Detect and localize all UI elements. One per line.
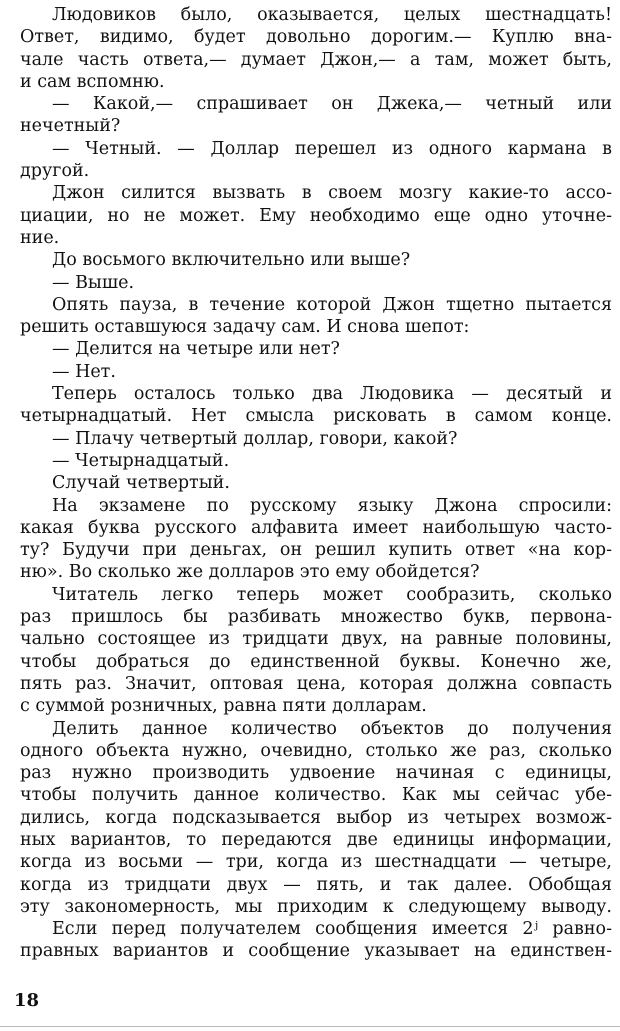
text-line: нечетный? <box>20 116 121 137</box>
text-line: — Какой,— спрашивает он Джека,— четный или <box>52 94 612 115</box>
text-line: Джон силится вызвать в своем мозгу какие-то ассо- <box>52 183 612 204</box>
text-line: одного объекта нужно, очевидно, столько же раз, сколько <box>20 740 612 761</box>
text-line: ню». Во сколько же долларов это ему обойдется? <box>20 562 480 583</box>
text-line: чтобы получить данное количество. Как мы сейчас убе- <box>20 785 612 806</box>
text-line: — Четный. — Доллар перешел из одного кармана в <box>52 138 612 159</box>
text-line: — Четырнадцатый. <box>52 450 230 471</box>
text-line: и сам вспомню. <box>20 71 165 92</box>
text-line: Случай четвертый. <box>52 473 230 494</box>
text-line: Опять пауза, в течение которой Джон тщетно пытается <box>52 294 612 315</box>
text-line: Ответ, видимо, будет довольно дорогим.— Куплю вна- <box>20 27 612 48</box>
page-number: 18 <box>14 990 40 1011</box>
text-line: дились, когда подсказывается выбор из четырех возмож- <box>20 807 612 828</box>
text-line: — Выше. <box>52 272 135 293</box>
text-line: Читатель легко теперь может сообразить, сколько <box>52 584 612 605</box>
text-line: Делить данное количество объектов до получения <box>52 718 612 739</box>
bottom-rule <box>0 1026 620 1027</box>
text-line: На экзамене по русскому языку Джона спросили: <box>52 495 612 516</box>
text-line: — Делится на четыре или нет? <box>52 339 340 360</box>
text-line: чтобы добраться до единственной буквы. Конечно же, <box>20 651 612 672</box>
text-line: ние. <box>20 227 60 248</box>
text-line: Если перед получателем сообщения имеется 2ʲ равно- <box>52 919 612 940</box>
body-text <box>20 4 612 963</box>
text-line: Теперь осталось только два Людовика — десятый и <box>52 384 612 405</box>
text-line: решить оставшуюся задачу сам. И снова шепот: <box>20 317 470 338</box>
text-line: чале часть ответа,— думает Джон,— а там, может быть, <box>20 49 612 70</box>
text-line: До восьмого включительно или выше? <box>52 250 411 271</box>
text-line: — Плачу четвертый доллар, говори, какой? <box>52 428 458 449</box>
text-line: раз пришлось бы разбивать множество букв, первона- <box>20 607 612 628</box>
text-line: какая буква русского алфавита имеет наибольшую часто- <box>20 517 612 538</box>
text-line: когда из восьми — три, когда из шестнадцати — четыре, <box>20 852 612 873</box>
text-line: эту закономерность, мы приходим к следующему выводу. <box>20 896 612 917</box>
text-line: правных вариантов и сообщение указывает на единствен- <box>20 941 612 962</box>
text-line: другой. <box>20 161 90 182</box>
text-line: ту? Будучи при деньгах, он решил купить ответ «на кор- <box>20 540 612 561</box>
text-line: раз нужно производить удвоение начиная с единицы, <box>20 763 612 784</box>
text-line: с суммой розничных, равна пяти долларам. <box>20 696 427 717</box>
text-line: циации, но не может. Ему необходимо еще одно уточне- <box>20 205 612 226</box>
text-line: когда из тридцати двух — пять, и так далее. Обобщая <box>20 874 612 895</box>
text-line: ных вариантов, то передаются две единицы информации, <box>20 829 612 850</box>
text-line: четырнадцатый. Нет смысла рисковать в самом конце. <box>20 406 612 427</box>
text-line: пять раз. Значит, оптовая цена, которая должна совпасть <box>20 673 612 694</box>
text-line: — Нет. <box>52 361 116 382</box>
text-line: Людовиков было, оказывается, целых шестнадцать! <box>52 5 612 25</box>
text-line: чально состоящее из тридцати двух, на равные половины, <box>20 629 612 650</box>
